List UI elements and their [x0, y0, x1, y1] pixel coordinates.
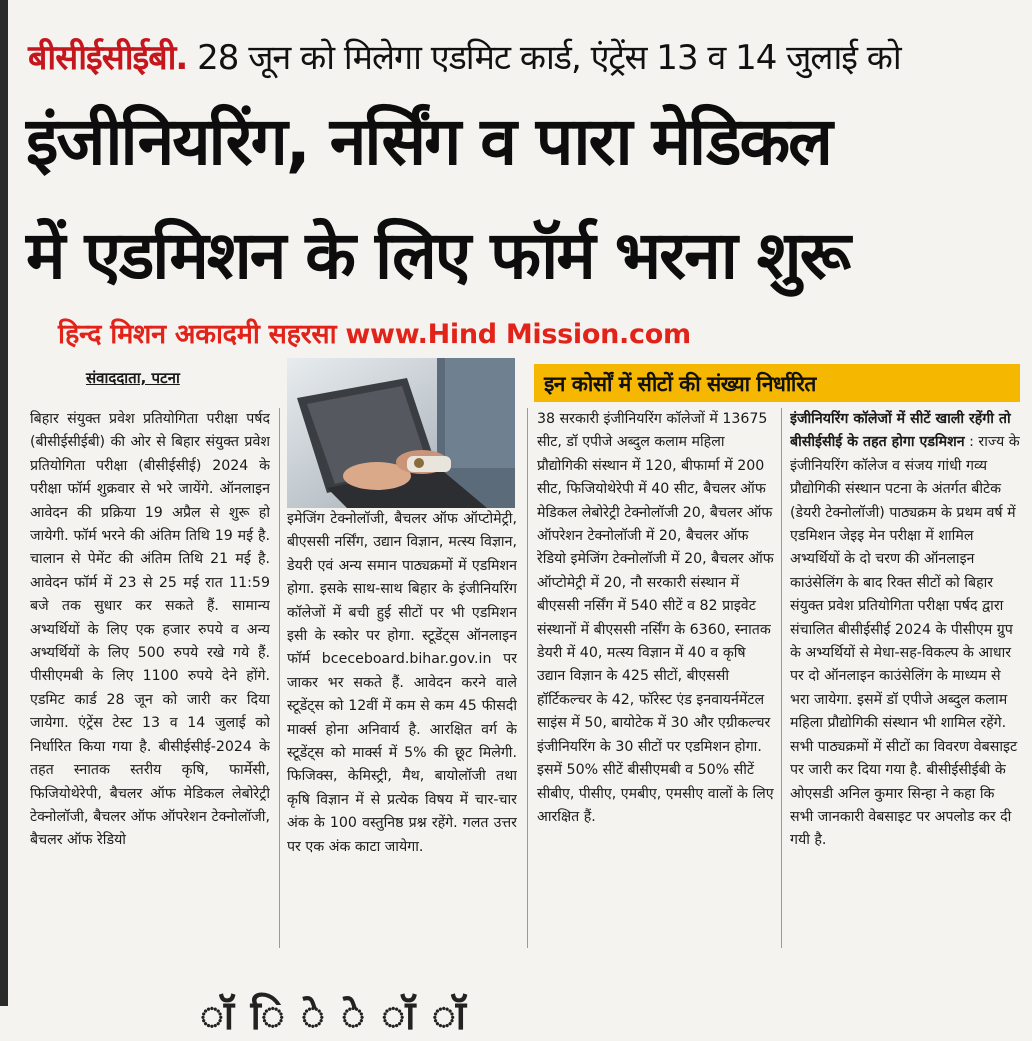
article-column-4 — [790, 408, 1022, 948]
column-4-subhead: इंजीनियरिंग कॉलेजों में सीटें खाली रहेंगी तो बीसीईसीई के तहत होगा एडमिशन — [790, 411, 1011, 451]
section-banner — [534, 364, 1020, 402]
headline-line-1: इंजीनियरिंग, नर्सिंग व पारा मेडिकल — [26, 103, 831, 180]
column-4-body: : राज्य के इंजीनियरिंग कॉलेज व संजय गांधी गव्य प्रौद्योगिकी संस्थान पटना के अंतर्गत बीटेक (डेयरी टेक्नोलॉजी) पाठ्यक्रम के प्रथम वर्ष में एडमिशन जेइइ मेन परीक्षा में शामिल अभ्यर्थियों के दो चरण की ऑनलाइन काउंसेलिंग के बाद रिक्त सीटों को बिहार संयुक्त प्रवेश प्रतियोगिता परीक्षा पर्षद द्वारा संचालित बीसीईसीई 2024 के पीसीएम ग्रुप के अभ्यर्थियों से मेधा-सह-विकल्प के आधार पर दो ऑनलाइन काउंसेलिंग के माध्यम से भरा जायेगा. इसमें डॉ एपीजे अब्दुल कलाम महिला प्रौद्योगिकी संस्थान भी शामिल रहेंगे. सभी पाठ्यक्रमों में सीटों का विवरण वेबसाइट पर जारी कर दिया गया है. बीसीईसीईबी के ओएसडी अनिल कुमार सिन्हा ने कहा कि सभी जानकारी वेबसाइट पर अपलोड कर दी गयी है. — [790, 434, 1020, 849]
left-edge-bar — [0, 0, 8, 1006]
article-column-1: बिहार संयुक्त प्रवेश प्रतियोगिता परीक्षा पर्षद (बीसीईसीईबी) की ओर से बिहार संयुक्त प्रवेश प्रतियोगिता परीक्षा (बीसीईसीई) 2024 के परीक्षा फॉर्म शुक्रवार से भरे जायेंगे. ऑनलाइन आवेदन की प्रक्रिया 19 अप्रैल से शुरू हो जायेगी. फॉर्म भरने की अंतिम तिथि 19 मई है. चालान से पेमेंट की अंतिम तिथि 21 मई है. आवेदन फॉर्म में 23 से 25 मई रात 11:59 बजे तक सुधार कर सकते हैं. सामान्य अभ्यर्थियों के लिए एक हजार रुपये व अन्य अभ्यर्थियों के लिए 500 रुपये रखे गये हैं. पीसीएमबी के लिए 1100 रुपये देने होंगे. एडमिट कार्ड 28 जून को जारी कर दिया जायेगा. एंट्रेंस टेस्ट 13 व 14 जुलाई को निर्धारित किया गया है. बीसीईसीई-2024 के तहत स्नातक स्तरीय कृषि, फार्मेसी, फिजियोथेरेपी, बैचलर ऑफ मेडिकल लेबोरेट्री टेक्नोलॉजी, बैचलर ऑफ ऑपरेशन टेक्नोलॉजी, बैचलर ऑफ रेडियो — [30, 411, 270, 849]
kicker-tag: बीसीईसीईबी. — [28, 38, 188, 78]
banner-title: इन कोर्सों में सीटों की संख्या निर्धारित — [544, 372, 816, 396]
cropped-bottom-headline: ॉ ि े े ॉ ॉ — [200, 993, 472, 1039]
column-rule-1 — [279, 408, 280, 948]
laptop-photo-illustration — [287, 358, 515, 508]
watermark-text: हिन्द मिशन अकादमी सहरसा www.Hind Mission.com — [58, 319, 691, 350]
laptop-typing-photo — [287, 358, 515, 508]
kicker-line — [28, 36, 1018, 80]
kicker-text: 28 जून को मिलेगा एडमिट कार्ड, एंट्रेंस 13 व 14 जुलाई को — [187, 38, 901, 78]
byline: संवाददाता, पटना — [86, 369, 180, 387]
article-column-3: 38 सरकारी इंजीनियरिंग कॉलेजों में 13675 सीट, डॉ एपीजे अब्दुल कलाम महिला प्रौद्योगिकी संस्थान में 120, बीफार्मा में 200 सीट, फिजियोथेरेपी में 40 सीट, बैचलर ऑफ मेडिकल लेबोरेट्री टेक्नोलॉजी 20, बैचलर ऑफ ऑपरेशन टेक्नोलॉजी में 20, बैचलर ऑफ रेडियो इमेजिंग टेक्नोलॉजी में 20, बैचलर ऑफ ऑप्टोमेट्री में 20, नौ सरकारी संस्थान में बीएससी नर्सिंग में 540 सीटें व 82 प्राइवेट संस्थानों में बीएससी नर्सिंग के 6360, स्नातक डेयरी में 40, मत्स्य विज्ञान में 40 व कृषि उद्यान विज्ञान के 425 सीटों, बीएससी हॉर्टिकल्चर के 42, फॉरेस्ट एंड इनवायर्नमेंटल साइंस में 50, बायोटेक में 30 और एग्रीकल्चर इंजीनियरिंग के 30 सीटों पर एडमिशन होगा. इसमें 50% सीटें बीसीएमबी व 50% सीटें सीबीए, पीसीए, एमबीए, एमसीए वालों के लिए आरक्षित हैं. — [537, 411, 774, 825]
headline-line-2: में एडमिशन के लिए फॉर्म भरना शुरू — [26, 217, 849, 294]
column-rule-2 — [527, 408, 528, 948]
column-rule-3 — [781, 408, 782, 948]
article-column-2: इमेजिंग टेक्नोलॉजी, बैचलर ऑफ ऑप्टोमेट्री, बीएससी नर्सिंग, उद्यान विज्ञान, मत्स्य विज्ञान, डेयरी एवं अन्य समान पाठ्यक्रमों में एडमिशन होगा. इसके साथ-साथ बिहार के इंजीनियरिंग कॉलेजों में बची हुई सीटों पर भी एडमिशन इसी के स्कोर पर होगा. स्टूडेंट्स ऑनलाइन फॉर्म bceceboard.bihar.gov.in पर जाकर भर सकते हैं. आवेदन करने वाले स्टूडेंट्स को 12वीं में कम से कम 45 फीसदी मार्क्स होना अनिवार्य है. आरक्षित वर्ग के स्टूडेंट्स को मार्क्स में 5% की छूट मिलेगी. फिजिक्स, केमिस्ट्री, मैथ, बायोलॉजी तथा कृषि विज्ञान में से प्रत्येक विषय में चार-चार अंक के 100 वस्तुनिष्ठ प्रश्न रहेंगे. गलत उत्तर पर एक अंक काटा जायेगा. — [287, 511, 517, 855]
